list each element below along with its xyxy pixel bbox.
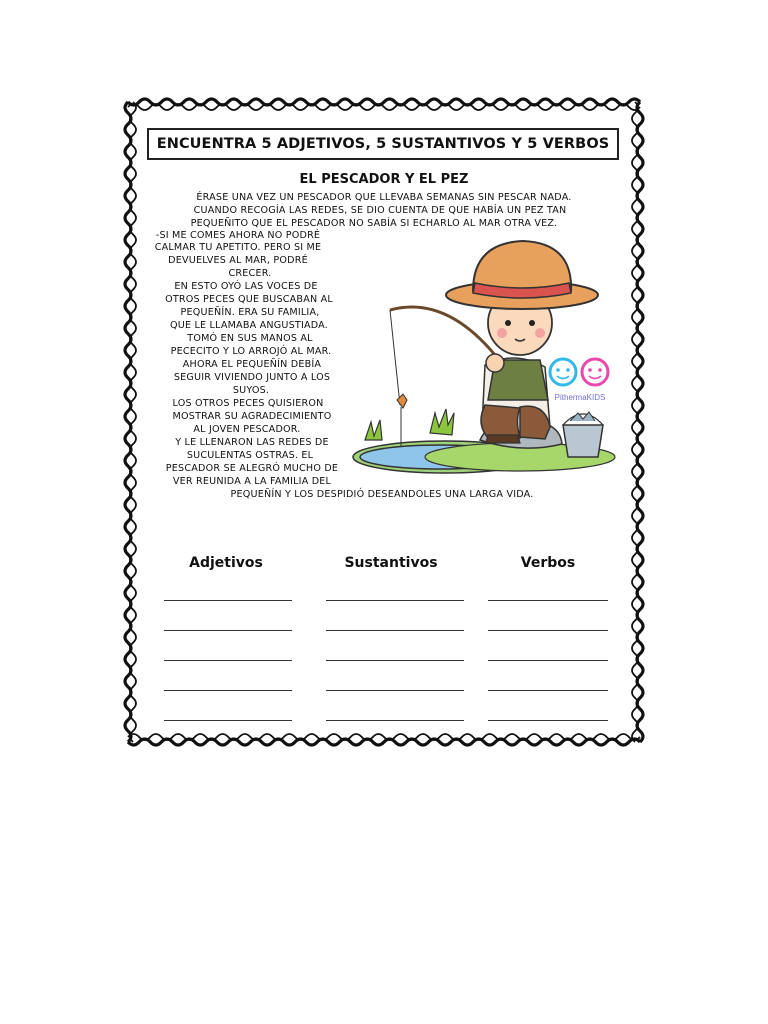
- story-line: EN ESTO OYÓ LAS VOCES DE: [174, 281, 318, 292]
- story-line: PEQUEÑÍN. ERA SU FAMILIA,: [180, 307, 320, 318]
- worksheet-instruction: ENCUENTRA 5 ADJETIVOS, 5 SUSTANTIVOS Y 5 VERBOS: [156, 136, 610, 152]
- answer-blank-line[interactable]: [488, 720, 608, 721]
- column-heading-verbos: Verbos: [520, 555, 576, 571]
- story-line: PEQUEÑITO QUE EL PESCADOR NO SABÍA SI ECHARLO AL MAR OTRA VEZ.: [190, 218, 558, 229]
- answer-blank-line[interactable]: [164, 600, 292, 601]
- answer-blank-line[interactable]: [488, 600, 608, 601]
- story-line: CUANDO RECOGÍA LAS REDES, SE DIO CUENTA DE QUE HABÍA UN PEZ TAN: [193, 205, 567, 216]
- answer-blank-line[interactable]: [326, 600, 464, 601]
- story-line: SEGUIR VIVIENDO JUNTO A LOS: [173, 372, 331, 383]
- answer-blank-line[interactable]: [326, 720, 464, 721]
- story-line: CALMAR TU APETITO. PERO SI ME: [154, 242, 322, 253]
- story-line: AHORA EL PEQUEÑÍN DEBÍA: [182, 359, 322, 370]
- story-line: -SI ME COMES AHORA NO PODRÉ: [155, 230, 321, 241]
- answer-blank-line[interactable]: [164, 720, 292, 721]
- watermark-text: PithermaKIDS: [554, 393, 606, 402]
- answer-blank-line[interactable]: [488, 690, 608, 691]
- answer-blank-line[interactable]: [164, 690, 292, 691]
- answer-blank-line[interactable]: [488, 660, 608, 661]
- answer-blank-line[interactable]: [488, 630, 608, 631]
- bucket-icon: [563, 425, 603, 457]
- story-line: MOSTRAR SU AGRADECIMIENTO: [172, 411, 332, 422]
- watermark-logo: [550, 359, 608, 402]
- story-line: AL JOVEN PESCADOR.: [193, 424, 301, 435]
- story-line: PECECITO Y LO ARROJÓ AL MAR.: [170, 346, 332, 357]
- story-line: OTROS PECES QUE BUSCABAN AL: [165, 294, 333, 305]
- story-line: PEQUEÑÍN Y LOS DESPIDIÓ DESEANDOLES UNA LARGA VIDA.: [230, 489, 534, 500]
- story-line: SUYOS.: [232, 385, 270, 396]
- answer-blank-line[interactable]: [164, 660, 292, 661]
- fishing-rod-icon: [390, 307, 495, 355]
- column-heading-sustantivos: Sustantivos: [344, 555, 438, 571]
- column-heading-adjetivos: Adjetivos: [189, 555, 263, 571]
- answer-blank-line[interactable]: [164, 630, 292, 631]
- story-line: PESCADOR SE ALEGRÓ MUCHO DE: [165, 463, 339, 474]
- fisher-boy-illustration: [345, 235, 620, 480]
- grass-icon: [365, 420, 382, 440]
- answer-blank-line[interactable]: [326, 660, 464, 661]
- worksheet-instruction-box: [147, 128, 619, 160]
- answer-blank-line[interactable]: [326, 690, 464, 691]
- story-line: SUCULENTAS OSTRAS. EL: [186, 450, 314, 461]
- answer-blank-line[interactable]: [326, 630, 464, 631]
- story-line: DEVUELVES AL MAR, PODRÉ: [168, 255, 308, 266]
- story-line: TOMÓ EN SUS MANOS AL: [187, 333, 313, 344]
- story-line: VER REUNIDA A LA FAMILIA DEL: [172, 476, 332, 487]
- story-line: ÉRASE UNA VEZ UN PESCADOR QUE LLEVABA SEMANAS SIN PESCAR NADA.: [196, 192, 572, 203]
- story-line: Y LE LLENARON LAS REDES DE: [175, 437, 329, 448]
- story-line: CRECER.: [228, 268, 272, 279]
- story-line: LOS OTROS PECES QUISIERON: [172, 398, 324, 409]
- story-line: QUE LE LLAMABA ANGUSTIADA.: [169, 320, 329, 331]
- story-title: EL PESCADOR Y EL PEZ: [299, 172, 469, 187]
